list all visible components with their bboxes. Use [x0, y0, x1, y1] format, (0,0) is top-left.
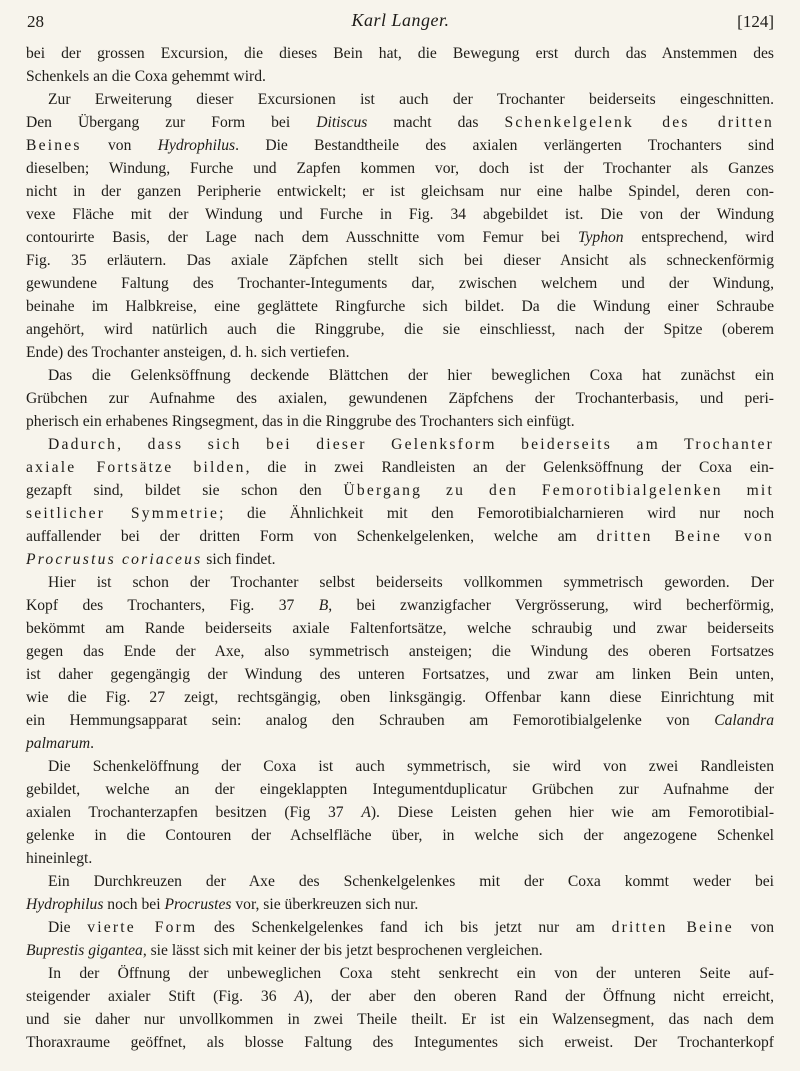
text-line: dieselben; Windung, Furche und Zapfen kommen vor, doch ist der Trochanter als Ganzes [26, 160, 774, 177]
text-line: bei der grossen Excursion, die dieses Bein hat, die Bewegung erst durch das Anstemmen des [26, 45, 774, 62]
text-line: Fig. 35 erläutern. Das axiale Zäpfchen stellt sich bei dieser Ansicht als schneckenförmig [26, 252, 774, 269]
text-line: Das die Gelenksöffnung deckende Blättchen der hier beweglichen Coxa hat zunächst ein [48, 367, 774, 384]
text-line: Die Schenkelöffnung der Coxa ist auch symmetrisch, sie wird von zwei Randleisten [48, 758, 774, 775]
text-line: hineinlegt. [26, 850, 93, 867]
text-line: ein Hemmungsapparat sein: analog den Schrauben am Femorotibialgelenke von Calandra [26, 712, 774, 729]
text-line: und sie daher nur unvollkommen in zwei Theile theilt. Er ist ein Walzensegment, das nach dem [26, 1011, 774, 1028]
running-title: Karl Langer. [351, 10, 450, 30]
text-line: Thoraxraume geöffnet, als blosse Faltung des Integumentes sich erweist. Der Trochanterkopf [26, 1034, 774, 1051]
text-line: nicht in der ganzen Peripherie entwickelt; er ist gleichsam nur eine halbe Spindel, deren con- [26, 183, 774, 200]
text-line: pherisch ein erhabenes Ringsegment, das in die Ringgrube des Trochanters sich einfügt. [26, 413, 575, 430]
page-header [27, 10, 774, 34]
text-line: Procrustus coriaceus sich findet. [26, 551, 276, 568]
text-line: gegen das Ende der Axe, also symmetrisch ansteigen; die Windung des oberen Fortsatzes [26, 643, 774, 660]
text-line: axialen Trochanterzapfen besitzen (Fig 37 A). Diese Leisten gehen hier wie am Femorotibial- [26, 804, 775, 821]
text-line: Den Übergang zur Form bei Ditiscus macht das Schenkelgelenk des dritten [26, 114, 774, 131]
text-line: steigender axialer Stift (Fig. 36 A), der aber den oberen Rand der Öffnung nicht erreicht, [26, 988, 775, 1005]
text-line: Grübchen zur Aufnahme des axialen, gewundenen Zäpfchens der Trochanterbasis, und peri- [26, 390, 774, 407]
text-line: In der Öffnung der unbeweglichen Coxa steht senkrecht ein von der unteren Seite auf- [48, 965, 774, 982]
text-line: gezapft sind, bildet sie schon den Übergang zu den Femorotibialgelenken mit [26, 482, 774, 499]
text-line: vexe Fläche mit der Windung und Furche in Fig. 34 abgebildet ist. Die von der Windung [26, 206, 774, 223]
text-line: gebildet, welche an der eingeklappten Integumentduplicatur Grübchen zur Aufnahme der [26, 781, 774, 798]
text-line: gewundene Faltung des Trochanter-Integuments dar, zwischen welchem und der Windung, [26, 275, 774, 292]
text-line: seitlicher Symmetrie; die Ähnlichkeit mit den Femorotibialcharnieren wird nur noch [26, 505, 774, 522]
text-line: Hier ist schon der Trochanter selbst beiderseits vollkommen symmetrisch geworden. Der [48, 574, 774, 591]
text-line: wie die Fig. 27 zeigt, rechtsgängig, oben linksgängig. Offenbar kann diese Einrichtung mit [26, 689, 774, 706]
text-line: Zur Erweiterung dieser Excursionen ist auch der Trochanter beiderseits eingeschnitten. [48, 91, 774, 108]
text-line: axiale Fortsätze bilden, die in zwei Randleisten an der Gelenksöffnung der Coxa ein- [26, 459, 774, 476]
text-line: Ende) des Trochanter ansteigen, d. h. sich vertiefen. [26, 344, 350, 361]
text-line: Die vierte Form des Schenkelgelenkes fand ich bis jetzt nur am dritten Beine von [48, 919, 775, 936]
text-line: Dadurch, dass sich bei dieser Gelenksform beiderseits am Trochanter [48, 436, 774, 453]
text-line: ist daher gegengängig der Windung des unteren Fortsatzes, und zwar am linken Bein unten, [26, 666, 774, 683]
text-line: auffallender bei der dritten Form von Schenkelgelenken, welche am dritten Beine von [26, 528, 774, 545]
text-line: palmarum. [26, 735, 95, 752]
text-line: beinahe im Halbkreise, eine geglättete Ringfurche sich bildet. Da die Windung einer Schraube [26, 298, 774, 315]
text-line: bekömmt am Rande beiderseits axiale Faltenfortsätze, welche schraubig und zwar beiderseits [26, 620, 774, 637]
text-line: angehört, wird natürlich auch die Ringgrube, die sie einschliesst, nach der Spitze (oberem [26, 321, 774, 338]
text-line: Kopf des Trochanters, Fig. 37 B, bei zwanzigfacher Vergrösserung, wird becherförmig, [26, 597, 774, 614]
bracket-page-number: [124] [737, 12, 774, 31]
text-line: Hydrophilus noch bei Procrustes vor, sie überkreuzen sich nur. [26, 896, 419, 913]
text-line: gelenke in die Contouren der Achselfläche über, in welche sich der angezogene Schenkel [26, 827, 774, 844]
page-number: 28 [27, 12, 44, 31]
text-line: contourirte Basis, der Lage nach dem Ausschnitte vom Femur bei Typhon entsprechend, wird [26, 229, 775, 246]
text-line: Beines von Hydrophilus. Die Bestandtheile des axialen verlängerten Trochanters sind [26, 137, 774, 154]
text-line: Schenkels an die Coxa gehemmt wird. [26, 68, 266, 85]
text-line: Ein Durchkreuzen der Axe des Schenkelgelenkes mit der Coxa kommt weder bei [48, 873, 774, 890]
body-text [26, 42, 774, 1054]
text-line: Buprestis gigantea, sie lässt sich mit keiner der bis jetzt besprochenen vergleichen. [26, 942, 543, 959]
